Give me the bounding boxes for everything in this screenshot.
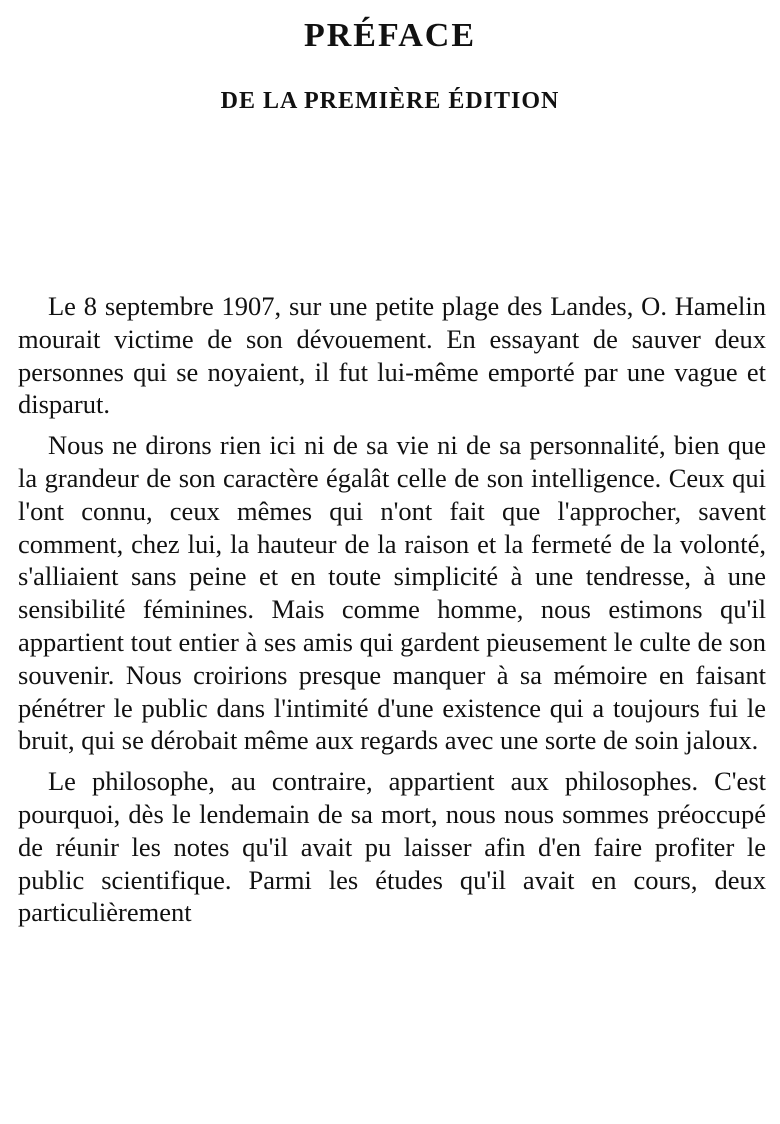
- page-subtitle: DE LA PREMIÈRE ÉDITION: [220, 88, 560, 114]
- paragraph-1: Le 8 septembre 1907, sur une petite plage des Landes, O. Hamelin mourait victime de son dévouement. En essayant de sauver deux personnes qui se noyaient, il fut lui-même emporté par une vague et disparut.: [18, 291, 766, 420]
- body-text: [18, 290, 766, 929]
- paragraph-3: Le philosophe, au contraire, appartient aux philosophes. C'est pourquoi, dès le lendemain de sa mort, nous nous sommes préoccupé de réunir les notes qu'il avait pu laisser afin d'en faire profiter le public scientifique. Parmi les études qu'il avait en cours, deux particulièrement: [18, 766, 766, 928]
- page-title: PRÉFACE: [303, 17, 477, 54]
- paragraph-2: Nous ne dirons rien ici ni de sa vie ni de sa personnalité, bien que la grandeur de son caractère égalât celle de son intelligence. Ceux qui l'ont connu, ceux mêmes qui n'ont fait que l'approcher, savent comment, chez lui, la hauteur de la raison et la fermeté de la volonté, s'alliaient sans peine et en toute simplicité à une tendresse, à une sensibilité féminines. Mais comme homme, nous estimons qu'il appartient tout entier à ses amis qui gardent pieusement le culte de son souvenir. Nous croirions presque manquer à sa mémoire en faisant pénétrer le public dans l'intimité d'une existence qui a toujours fui le bruit, qui se dérobait même aux regards avec une sorte de soin jaloux.: [18, 430, 766, 756]
